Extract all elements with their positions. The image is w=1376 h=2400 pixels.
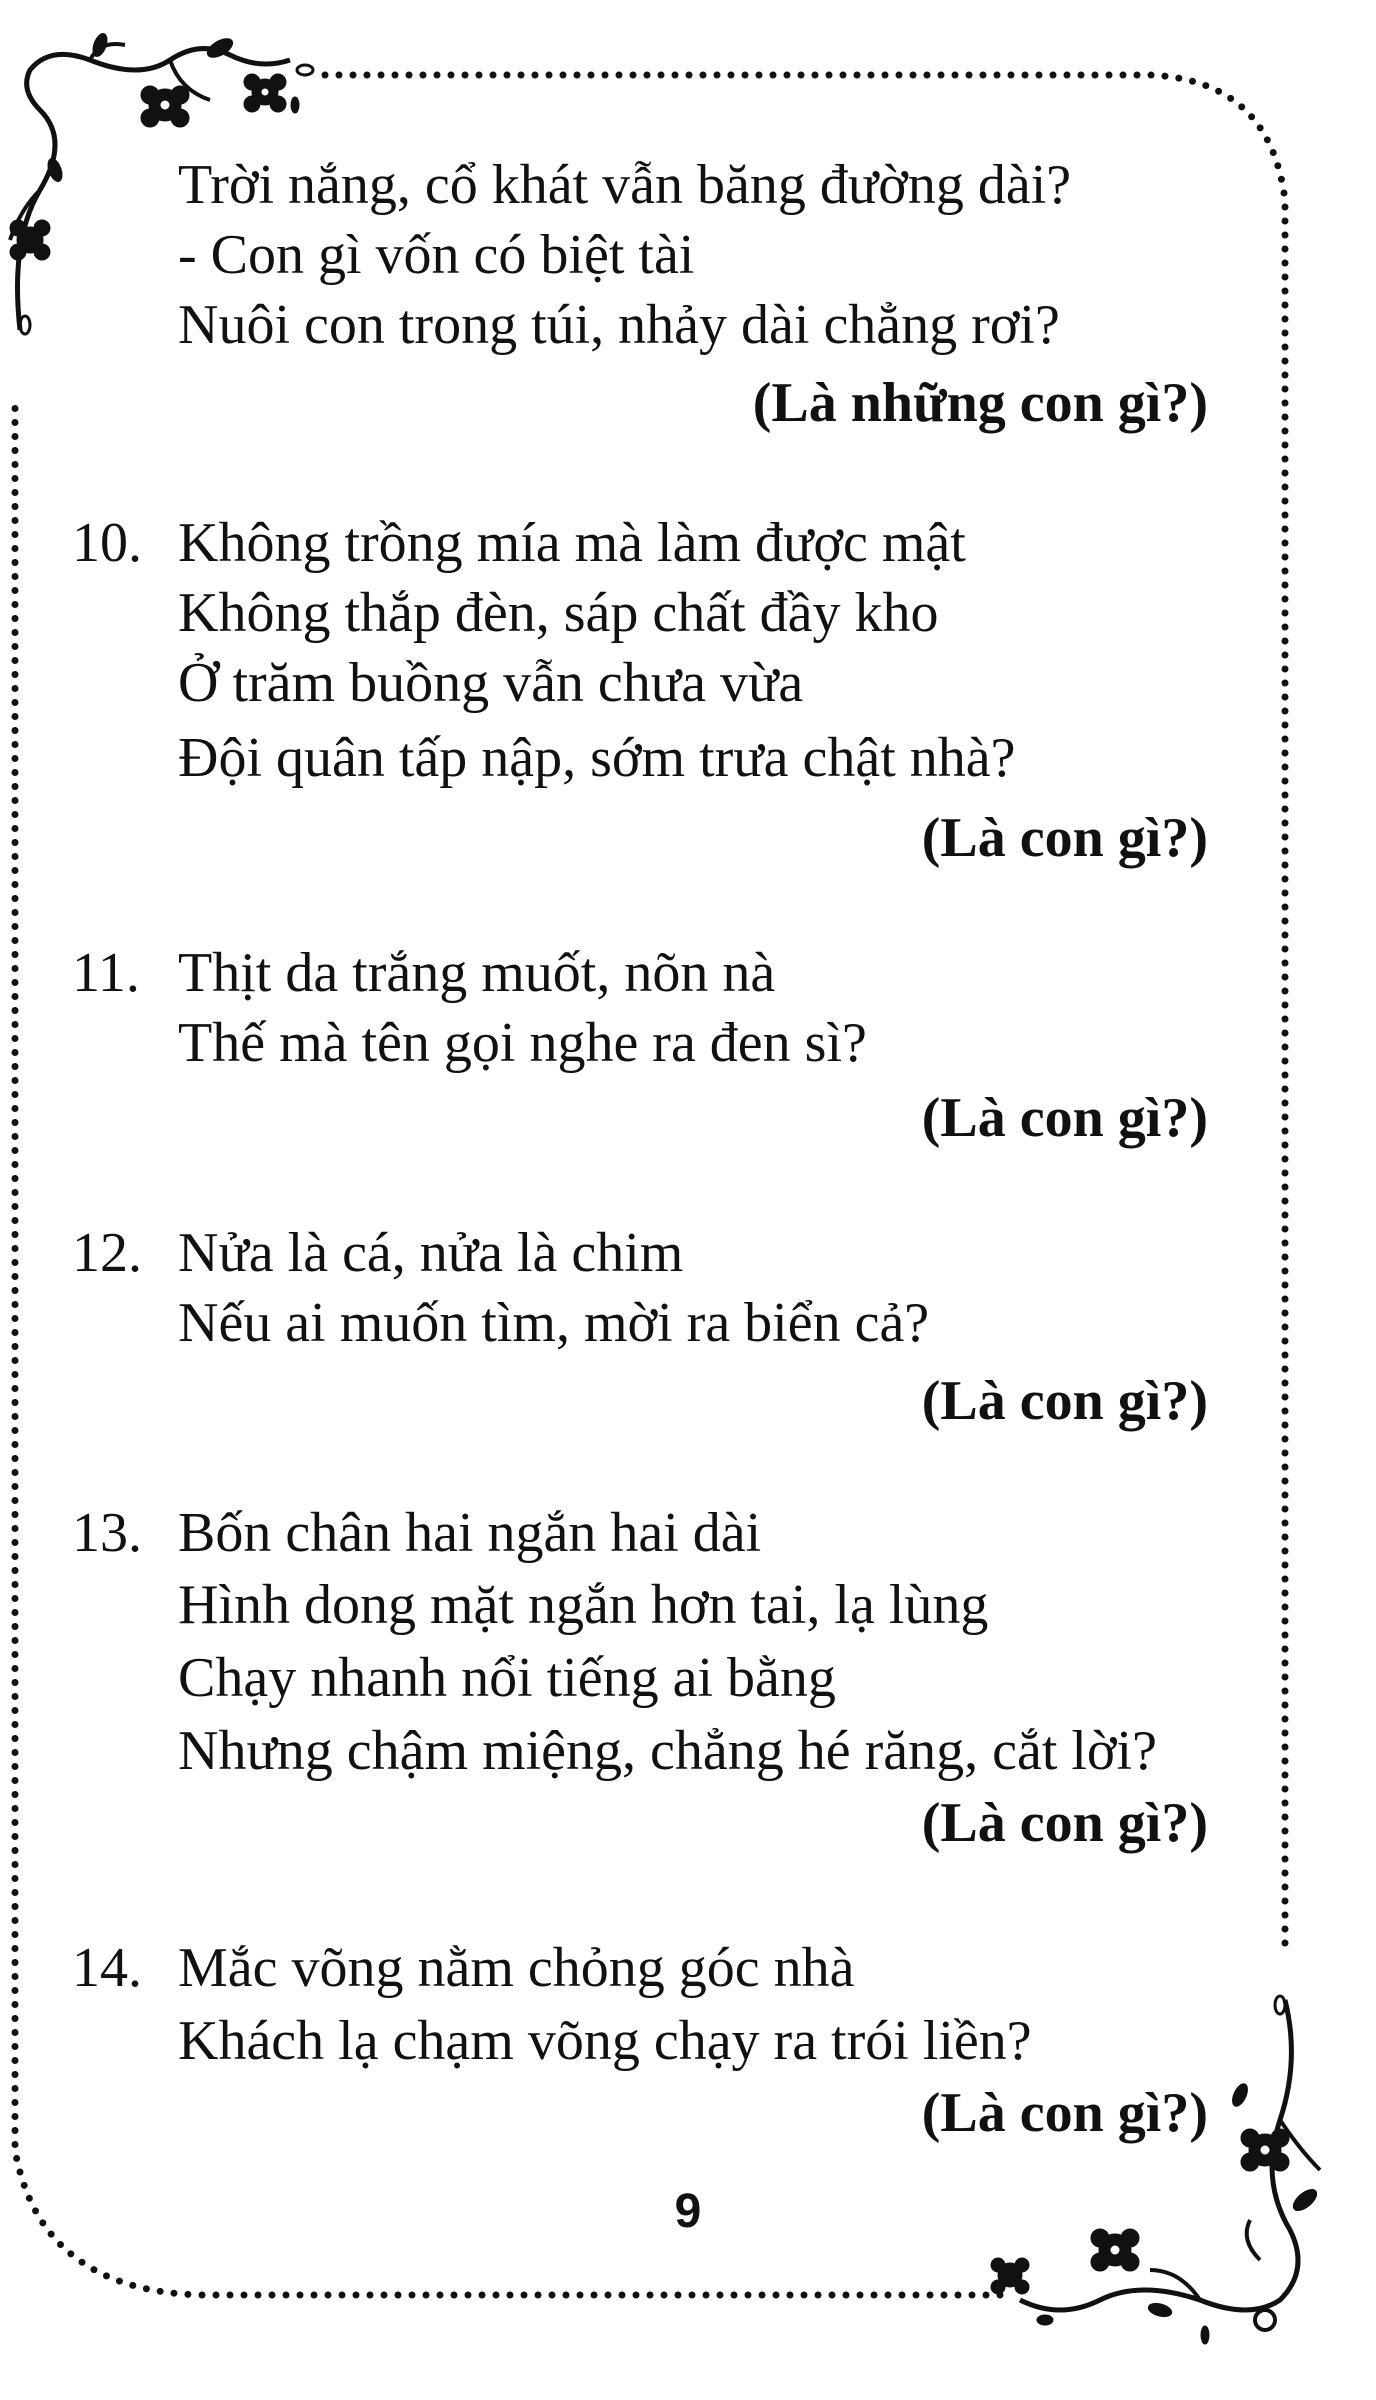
riddle-answer-prompt: (Là con gì?) xyxy=(921,1792,1208,1854)
verse-line: Chạy nhanh nổi tiếng ai bằng xyxy=(178,1647,836,1709)
floral-ornament-icon xyxy=(991,1996,1320,2344)
verse-line: Nuôi con trong túi, nhảy dài chẳng rơi? xyxy=(178,294,1060,356)
verse-line: Ở trăm buồng vẫn chưa vừa xyxy=(178,652,804,714)
riddle-answer-prompt: (Là con gì?) xyxy=(921,1370,1208,1432)
verse-line: Bốn chân hai ngắn hai dài xyxy=(178,1502,762,1564)
verse-line: Trời nắng, cổ khát vẫn băng đường dài? xyxy=(178,154,1072,216)
page-number: 9 xyxy=(674,2185,702,2238)
verse-line: Nếu ai muốn tìm, mời ra biển cả? xyxy=(178,1292,930,1354)
verse-line: - Con gì vốn có biệt tài xyxy=(178,224,695,286)
verse-line: Đội quân tấp nập, sớm trưa chật nhà? xyxy=(178,727,1016,789)
verse-line: Thịt da trắng muốt, nõn nà xyxy=(178,942,776,1004)
riddle-answer-prompt: (Là con gì?) xyxy=(921,2082,1208,2144)
verse-line: Không thắp đèn, sáp chất đầy kho xyxy=(178,582,939,644)
verse-line: Mắc võng nằm chỏng góc nhà xyxy=(178,1937,855,1999)
riddle-number: 10. xyxy=(72,512,142,574)
verse-line: Không trồng mía mà làm được mật xyxy=(178,512,966,574)
riddle-number: 12. xyxy=(72,1222,142,1284)
verse-line: Hình dong mặt ngắn hơn tai, lạ lùng xyxy=(178,1574,989,1636)
riddle-number: 13. xyxy=(72,1502,142,1564)
verse-line: Nhưng chậm miệng, chẳng hé răng, cắt lời? xyxy=(178,1720,1157,1782)
riddle-answer-prompt: (Là con gì?) xyxy=(921,1087,1208,1149)
verse-line: Thế mà tên gọi nghe ra đen sì? xyxy=(178,1012,867,1074)
riddle-answer-prompt: (Là con gì?) xyxy=(921,807,1208,869)
riddle-number: 14. xyxy=(72,1937,142,1999)
verse-line: Khách lạ chạm võng chạy ra trói liền? xyxy=(178,2010,1032,2072)
riddle-number: 11. xyxy=(72,942,140,1004)
verse-line: Nửa là cá, nửa là chim xyxy=(178,1222,684,1284)
riddle-answer-prompt: (Là những con gì?) xyxy=(752,372,1208,434)
